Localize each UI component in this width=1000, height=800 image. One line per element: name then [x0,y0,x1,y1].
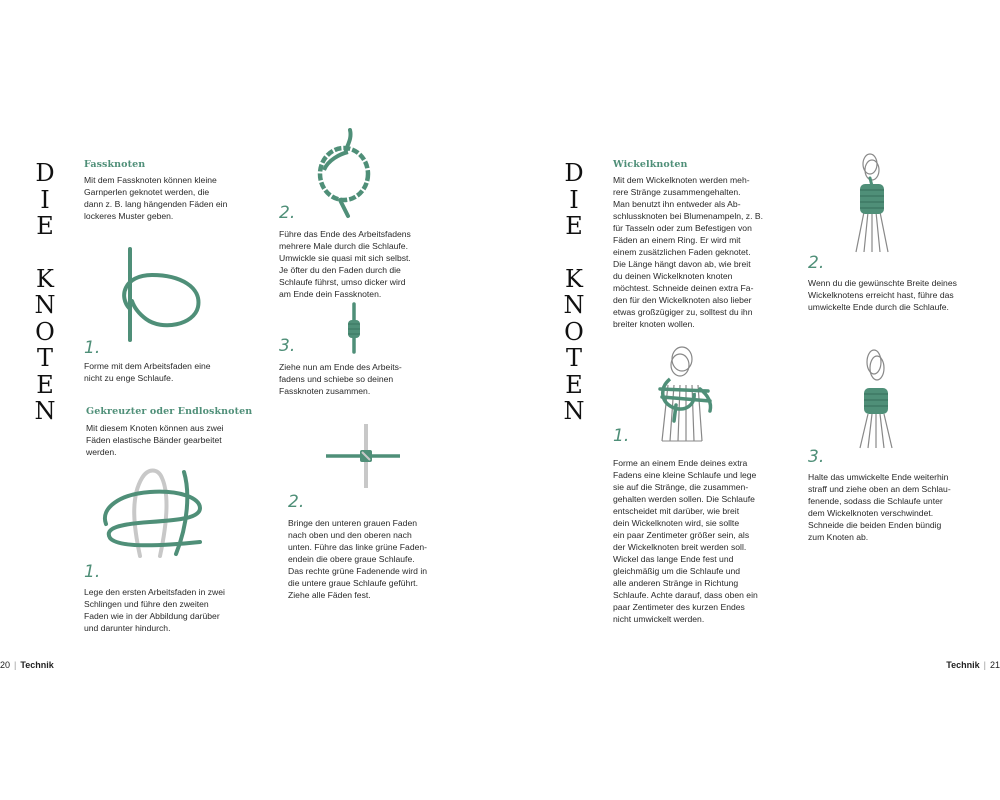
left-vertical-title [30,160,60,425]
fassknoten-step3-number: 3. [279,336,296,356]
endlosknoten-heading: Gekreuzter oder Endlosknoten [86,406,253,417]
endlosknoten-step1-number: 1. [84,562,101,582]
fassknoten-intro: Mit dem Fassknoten können kleine Garnperlen geknotet werden, die dann z. B. lang hängenden Fäden ein lockeres Muster geben. [84,175,228,221]
left-footer: 20 | Technik [0,660,54,670]
fassknoten-step3-illustration [342,304,366,354]
endlosknoten-intro: Mit diesem Knoten können aus zwei Fäden elastische Bänder gearbeitet werden. [86,423,224,457]
right-footer: Technik | 21 [946,660,1000,670]
title-letter: K [565,264,583,293]
wickelknoten-step2-text: Wenn du die gewünschte Breite deines Wickelknotens erreicht hast, führe das umwickelte Ende durch die Schlaufe. [808,278,957,312]
wickelknoten-step1-illustration [650,345,720,445]
fassknoten-heading: Fassknoten [84,159,146,170]
wickelknoten-step2-illustration [848,152,896,256]
endlosknoten-step2-text: Bringe den unteren grauen Faden nach oben und den oberen nach unten. Führe das linke grüne Faden- endein die obere graue Schlaufe. Das rechte grüne Fadenende wird in die untere graue Schlaufe geführt. Ziehe alle Fäden fest. [288,518,428,600]
wickelknoten-step3-number: 3. [808,447,825,467]
left-footer-section: Technik [20,660,54,670]
title-letter: T [36,344,53,372]
right-page-number: 21 [989,660,1000,670]
title-letter: O [564,317,584,346]
endlosknoten-step1-illustration [100,468,210,560]
fassknoten-step2-illustration [310,128,380,220]
fassknoten-step1-text: Forme mit dem Arbeitsfaden eine nicht zu enge Schlaufe. [84,361,211,383]
title-letter: I [569,185,579,214]
wickelknoten-step1-number: 1. [613,426,630,446]
title-letter: E [36,370,54,399]
title-letter: K [36,264,54,293]
title-letter: O [35,317,55,346]
title-gap [30,240,60,266]
title-letter: D [564,159,584,187]
wickelknoten-heading: Wickelknoten [613,159,688,170]
wickelknoten-step1-text: Forme an einem Ende deines extra Fadens eine kleine Schlaufe und lege sie auf die Stränge, die zusammen- gehalten werden sollen. Die Schlaufe entscheidet mit darüber, wie breit dein Wickelknoten wird, sie sollte ein paar Zentimeter größer sein, als der Wickelknoten breit werden soll. Wickel das lange Ende fest und gleichmäßig um die Schlaufe und alle anderen Stränge in Richtung Schlaufe. Achte darauf, dass oben ein paar Zentimeter des kurzen Endes nicht umwickelt werden. [613,458,758,624]
wickelknoten-step3-illustration [856,348,896,452]
wickelknoten-step2-number: 2. [808,253,825,273]
title-letter: N [34,291,56,319]
title-letter: N [563,397,585,425]
right-footer-section: Technik [946,660,980,670]
right-vertical-title [559,160,589,425]
title-letter: N [34,397,56,425]
title-letter: T [565,344,582,372]
title-letter: E [565,212,583,240]
left-page-number: 20 [0,660,11,670]
title-letter: N [563,291,585,319]
title-gap [559,240,589,266]
endlosknoten-step2-illustration [326,424,402,488]
wickelknoten-intro: Mit dem Wickelknoten werden meh- rere Stränge zusammengehalten. Man benutzt ihn entweder als Ab- schlussknoten bei Blumenampeln, z. B. für Tasseln oder zum Befestigen von Fäden an einem Ring. Er wird mit einem zusätzlichen Faden geknotet. Die Länge hängt davon ab, wie breit du deinen Wickelknoten knoten möchtest. Schneide deinen extra Fa- den für den Wickelknoten also lieber etwas großzügiger zu, solltest du ihn breiter knoten wollen. [613,175,763,329]
title-letter: E [36,212,54,240]
fassknoten-step3-text: Ziehe nun am Ende des Arbeits- fadens und schiebe so deinen Fassknoten zusammen. [279,362,402,396]
title-letter: E [565,370,583,399]
endlosknoten-step1-text: Lege den ersten Arbeitsfaden in zwei Schlingen und führe den zweiten Faden wie in der Abbildung darüber und darunter hindurch. [84,587,225,633]
fassknoten-step2-text: Führe das Ende des Arbeitsfadens mehrere Male durch die Schlaufe. Umwickle sie quasi mit sich selbst. Je öfter du den Faden durch die Schlaufe führst, umso dicker wird am Ende dein Fassknoten. [279,229,411,299]
endlosknoten-step2-number: 2. [288,492,305,512]
title-letter: D [35,159,55,187]
wickelknoten-step3-text: Halte das umwickelte Ende weiterhin straff und ziehe oben an dem Schlau- fenende, sodass die Schlaufe unter dem Wickelknoten verschwindet. Schneide die beiden Enden bündig zum Knoten ab. [808,472,951,542]
fassknoten-step2-number: 2. [279,203,296,223]
fassknoten-step1-illustration [110,245,210,345]
title-letter: I [40,185,50,214]
fassknoten-step1-number: 1. [84,338,101,358]
